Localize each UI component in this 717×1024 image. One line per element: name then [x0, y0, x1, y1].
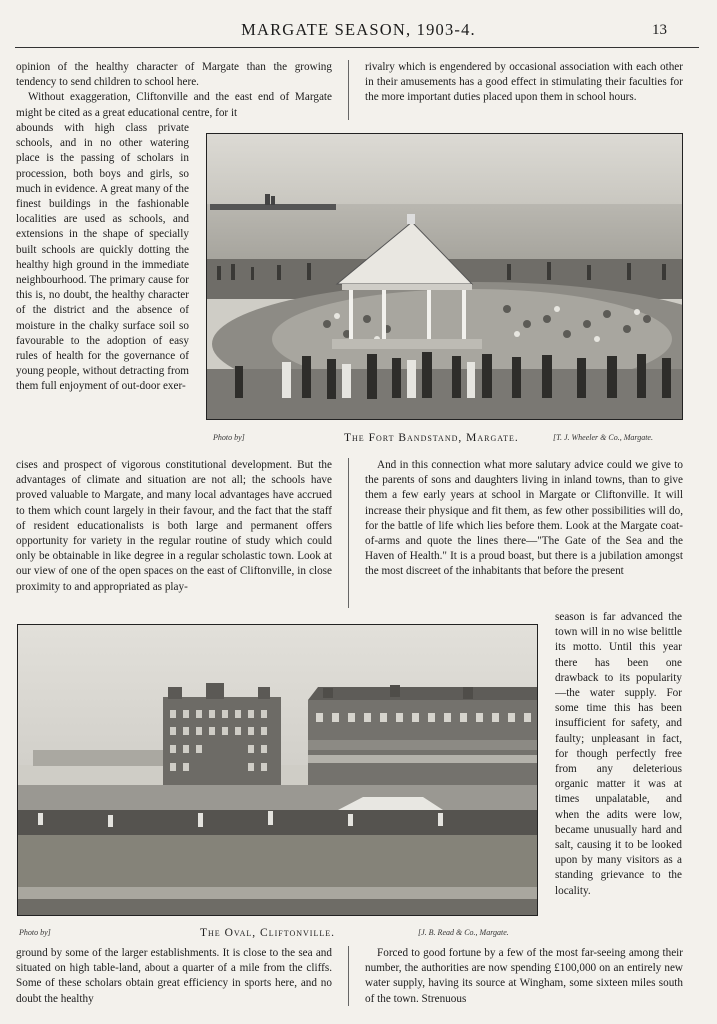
right-column-narrow-text [555, 610, 682, 946]
bandstand-caption: The Fort Bandstand, Margate. [344, 432, 519, 444]
right-column-bottom [365, 946, 683, 1008]
page-number: 13 [652, 22, 667, 38]
column-divider-bottom [348, 946, 349, 1006]
paragraph-advantages: cises and prospect of vigorous constitutional development. But the advantages of climate and situation are not all; the schools have proved valuable to Margate, and many local advantages have accrued to them which count largely in their favour, and the fact that the staff of resident educationalists is both large and permanent offers opportunity for variety in the regular routine of study which could only be obtainable in like degree in a regular scholastic town. Look at our view of one of the open spaces on the east of Cliftonville, in close proximity to and appropriated as play- [16, 459, 332, 593]
page-header-title: MARGATE SEASON, 1903-4. [241, 20, 476, 39]
column-divider-top [348, 60, 349, 120]
left-column-narrow-text [16, 121, 189, 453]
bandstand-photo-credit-label: Photo by] [213, 433, 245, 442]
right-column-top [365, 60, 683, 106]
paragraph-water-supply: season is far advanced the town will in no wise belittle its motto. Until this year there has been one drawback to its popularity—the water supply. For some time this has been insufficient for safety, and faulty; unpleasant in fact, for though perfectly free from any deleterious organic matter it was at times unpalatable, and when the adits were low, became unusually hard and salt, causing it to be looked upon by many visitors as a standing grievance to the locality. [555, 611, 682, 897]
oval-illustration [18, 625, 537, 915]
paragraph-schools: abounds with high class private schools, and in no other watering place is the passing of scholars in procession, both boys and girls, so much in evidence. A great many of the finest buildings in the fashionable localities are used as schools, and extensions in the shape of specially built schools are quickly dotting the healthy high ground in the immediate neighbourhood. The primary cause for this is, no doubt, the healthy character of the district and the absence of moisture in the chalky surface soil so favourable to the adoption of easy rules of health for the governance of young people, without detracting from them full enjoyment of out-door exer- [16, 122, 189, 393]
oval-photographer: [J. B. Read & Co., Margate. [418, 928, 509, 937]
header-rule [15, 47, 699, 48]
bandstand-photographer: [T. J. Wheeler & Co., Margate. [553, 433, 653, 442]
photo-oval-cliftonville [17, 624, 538, 916]
left-column-bottom [16, 946, 332, 1008]
oval-photo-credit-label: Photo by] [19, 928, 51, 937]
left-column-intro [16, 60, 332, 121]
paragraph-educational-centre: Without exaggeration, Cliftonville and the east end of Margate might be cited as a great educational centre, for it [16, 91, 332, 119]
photo-fort-bandstand [206, 133, 683, 420]
bandstand-illustration [207, 134, 682, 419]
oval-caption: The Oval, Cliftonville. [200, 927, 335, 939]
paragraph-water-scheme: Forced to good fortune by a few of the most far-seeing among their number, the authorities are now spending £100,000 on an entirely new water supply, having its source at Wingham, some sixteen miles south of the town. Strenuous [365, 947, 683, 1005]
right-column-middle [365, 458, 683, 610]
paragraph-healthy-character: opinion of the healthy character of Margate than the growing tendency to send children to school here. [16, 61, 332, 89]
paragraph-playground: ground by some of the larger establishments. It is close to the sea and situated on high table-land, about a quarter of a mile from the cliffs. Some of these scholars obtain great efficiency in sports here, and no doubt the healthy [16, 947, 332, 1005]
left-column-continued [16, 458, 332, 610]
column-divider-middle [348, 458, 349, 608]
paragraph-rivalry: rivalry which is engendered by occasional association with each other in their amusements has a good effect in stimulating their faculties for the more important duties placed upon them in school hours. [365, 61, 683, 104]
paragraph-salutary-advice: And in this connection what more salutary advice could we give to the parents of sons and daughters living in inland towns, than to give them a few early years at school in Margate or Cliftonville. It will increase their physique and fit them, as few other possibilities will do, for the battle of life which lies before them. Look at the Margate coat-of-arms and quote the lines there—"The Gate of the Sea and the Haven of Health." It is a proud boast, but there is a jubilation amongst the most discreet of the inhabitants that before the present [365, 459, 683, 578]
